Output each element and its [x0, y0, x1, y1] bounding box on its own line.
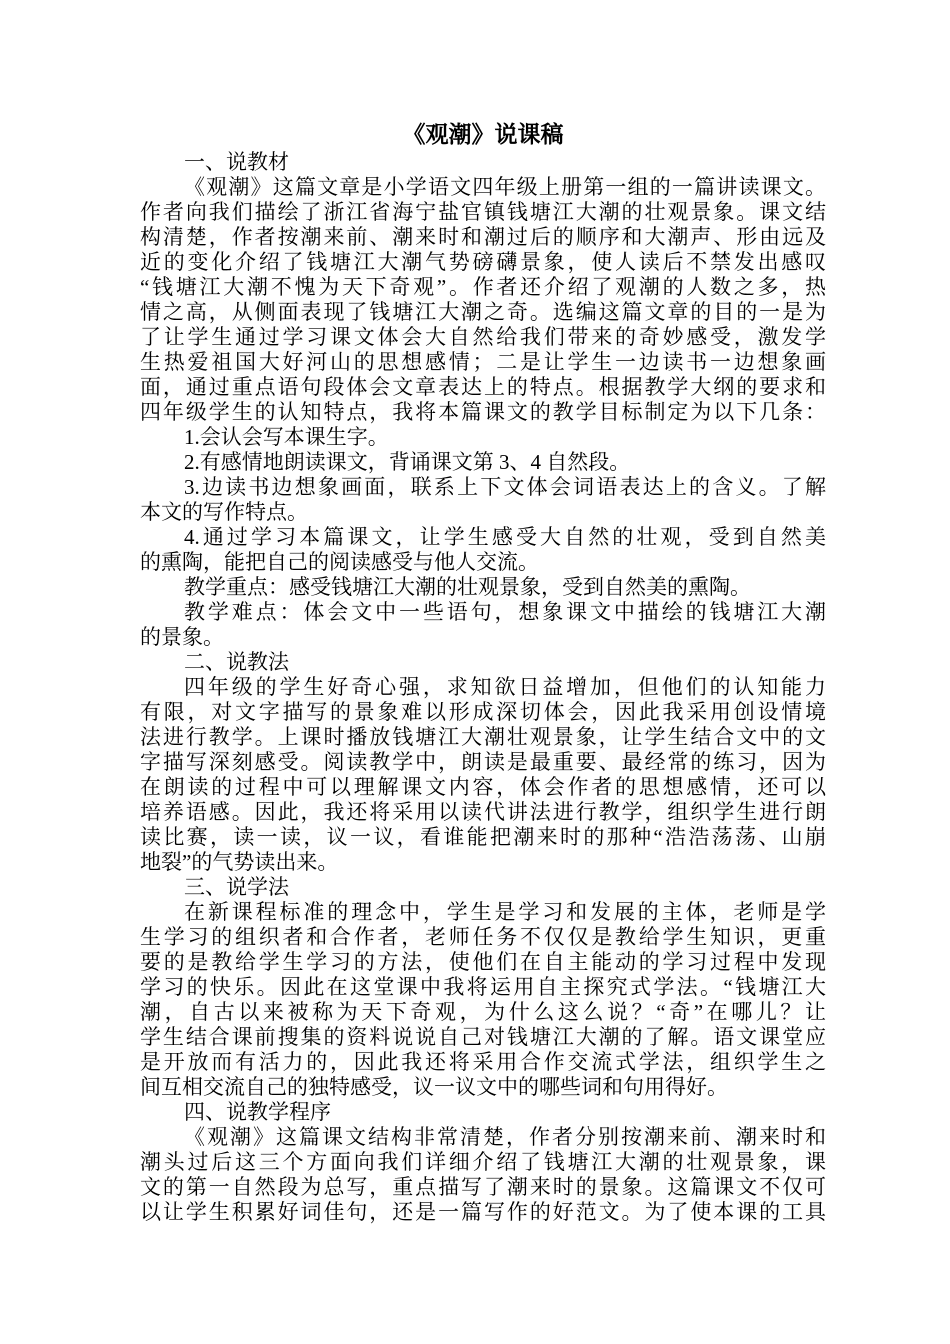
text-line: 了让学生通过学习课文体会大自然给我们带来的奇妙感受，激发学	[140, 325, 826, 349]
text-line: 的熏陶，能把自己的阅读感受与他人交流。	[140, 550, 539, 574]
text-line: 面，通过重点语句段体会文章表达上的特点。根据教学大纲的要求和	[140, 375, 826, 399]
text-line: 1.会认会写本课生字。	[184, 425, 389, 449]
text-line: 四、说教学程序	[184, 1100, 331, 1124]
text-line: 潮头过后这三个方面向我们详细介绍了钱塘江大潮的壮观景象，课	[140, 1150, 826, 1174]
text-line: 情之高，从侧面表现了钱塘江大潮之奇。选编这篇文章的目的一是为	[140, 300, 826, 324]
text-line: “钱塘江大潮不愧为天下奇观”。作者还介绍了观潮的人数之多，热	[140, 275, 826, 299]
text-line: 生热爱祖国大好河山的思想感情；二是让学生一边读书一边想象画	[140, 350, 826, 374]
text-line: 近的变化介绍了钱塘江大潮气势磅礴景象，使人读后不禁发出感叹	[140, 250, 826, 274]
text-line: 教学重点：感受钱塘江大潮的壮观景象，受到自然美的熏陶。	[184, 575, 751, 599]
text-line: 四年级的学生好奇心强，求知欲日益增加，但他们的认知能力	[184, 675, 826, 699]
text-line: 构清楚，作者按潮来前、潮来时和潮过后的顺序和大潮声、形由远及	[140, 225, 826, 249]
text-line: 的景象。	[140, 625, 224, 649]
text-line: 培养语感。因此，我还将采用以读代讲法进行教学，组织学生进行朗	[140, 800, 826, 824]
text-line: 作者向我们描绘了浙江省海宁盐官镇钱塘江大潮的壮观景象。课文结	[140, 200, 826, 224]
text-line: 在新课程标准的理念中，学生是学习和发展的主体，老师是学	[184, 900, 826, 924]
text-line: 间互相交流自己的独特感受，议一议文中的哪些词和句用得好。	[140, 1075, 728, 1099]
text-line: 生学习的组织者和合作者，老师任务不仅仅是教给学生知识，更重	[140, 925, 826, 949]
text-line: 三、说学法	[184, 875, 289, 899]
text-line: 地裂”的气势读出来。	[140, 850, 339, 874]
text-line: 读比赛，读一读，议一议，看谁能把潮来时的那种“浩浩荡荡、山崩	[140, 825, 826, 849]
text-line: 《观潮》这篇课文结构非常清楚，作者分别按潮来前、潮来时和	[184, 1125, 826, 1149]
document-body	[140, 150, 826, 1225]
text-line: 文的第一自然段为总写，重点描写了潮来时的景象。这篇课文不仅可	[140, 1175, 826, 1199]
text-line: 字描写深刻感受。阅读教学中，朗读是最重要、最经常的练习，因为	[140, 750, 826, 774]
text-line: 学生结合课前搜集的资料说说自己对钱塘江大潮的了解。语文课堂应	[140, 1025, 826, 1049]
text-line: 以让学生积累好词佳句，还是一篇写作的好范文。为了使本课的工具	[140, 1200, 826, 1224]
document-title: 《观潮》说课稿	[402, 121, 564, 147]
text-line: 潮，自古以来被称为天下奇观，为什么这么说？“奇”在哪儿？让	[140, 1000, 826, 1024]
text-line: 3.边读书边想象画面，联系上下文体会词语表达上的含义。了解	[184, 475, 826, 499]
document-content	[140, 121, 826, 1225]
text-line: 4.通过学习本篇课文，让学生感受大自然的壮观，受到自然美	[184, 525, 826, 549]
text-line: 要的是教给学生学习的方法，使他们在自主能动的学习过程中发现	[140, 950, 826, 974]
text-line: 二、说教法	[184, 650, 289, 674]
text-line: 四年级学生的认知特点，我将本篇课文的教学目标制定为以下几条：	[140, 400, 826, 424]
text-line: 《观潮》这篇文章是小学语文四年级上册第一组的一篇讲读课文。	[184, 175, 826, 199]
text-line: 有限，对文字描写的景象难以形成深切体会，因此我采用创设情境	[140, 700, 826, 724]
text-line: 一、说教材	[184, 150, 289, 174]
text-line: 本文的写作特点。	[140, 500, 308, 524]
text-line: 教学难点：体会文中一些语句，想象课文中描绘的钱塘江大潮	[184, 600, 826, 624]
text-line: 2.有感情地朗读课文，背诵课文第 3、4 自然段。	[184, 450, 631, 474]
text-line: 学习的快乐。因此在这堂课中我将运用自主探究式学法。“钱塘江大	[140, 975, 826, 999]
text-line: 在朗读的过程中可以理解课文内容，体会作者的思想感情，还可以	[140, 775, 826, 799]
text-line: 法进行教学。上课时播放钱塘江大潮壮观景象，让学生结合文中的文	[140, 725, 826, 749]
text-line: 是开放而有活力的，因此我还将采用合作交流式学法，组织学生之	[140, 1050, 826, 1074]
